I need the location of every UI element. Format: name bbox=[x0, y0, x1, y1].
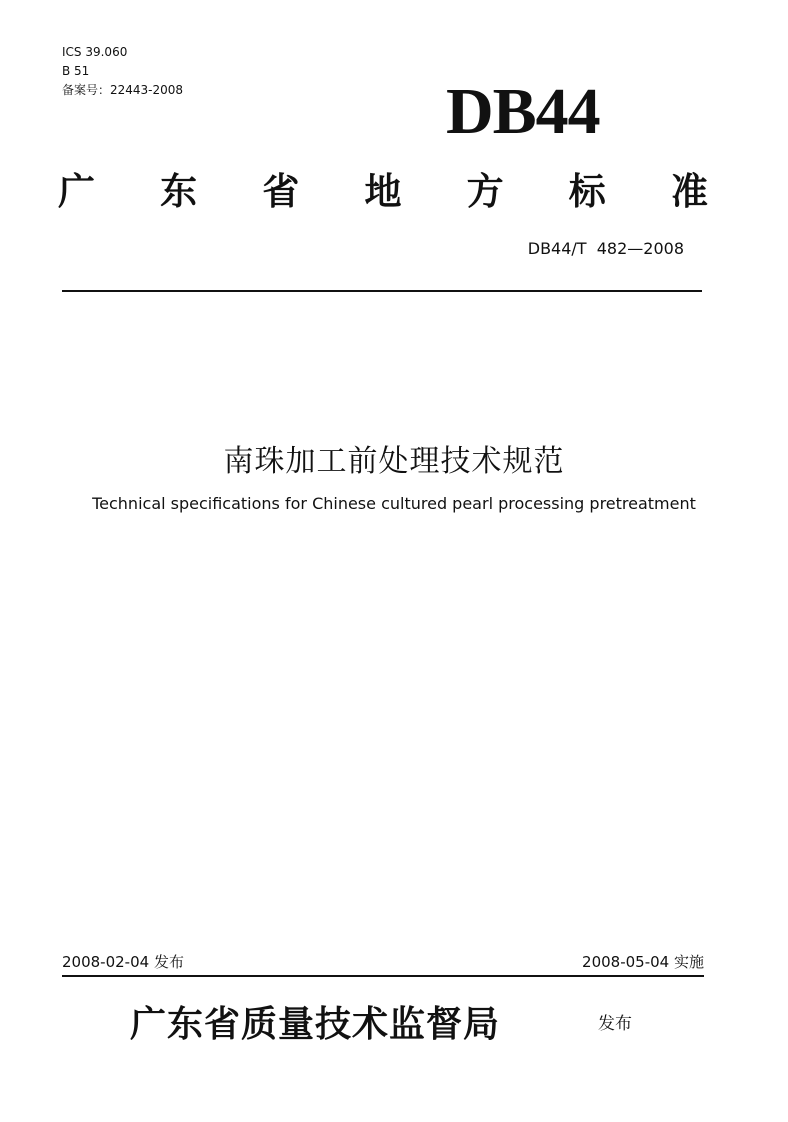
db44-logo: DB44 bbox=[446, 75, 600, 148]
standard-code: DB44/T 482—2008 bbox=[527, 239, 684, 258]
standard-type-char: 省 bbox=[262, 170, 300, 213]
publish-date: 2008-02-04 发布 bbox=[62, 953, 184, 971]
top-divider bbox=[62, 290, 702, 292]
standard-type-char: 方 bbox=[466, 170, 504, 213]
document-title-en: Technical specifications for Chinese cultured pearl processing pretreatment bbox=[92, 494, 696, 513]
document-title-cn: 南珠加工前处理技术规范 bbox=[223, 444, 565, 479]
bottom-divider bbox=[62, 975, 704, 977]
standard-type-char: 东 bbox=[160, 170, 198, 213]
issue-label: 发布 bbox=[598, 1014, 632, 1034]
standard-type-char: 标 bbox=[568, 170, 606, 213]
standard-type-char: 广 bbox=[58, 170, 95, 213]
record-number: 备案号：22443-2008 bbox=[62, 83, 184, 97]
standard-type-char: 准 bbox=[670, 170, 708, 213]
standard-type-char: 地 bbox=[364, 170, 402, 213]
ccs-code: B 51 bbox=[62, 64, 90, 78]
issuing-authority: 广东省质量技术监督局 bbox=[130, 1003, 501, 1045]
standard-type-title bbox=[58, 164, 708, 212]
implement-date: 2008-05-04 实施 bbox=[582, 953, 704, 971]
ics-code: ICS 39.060 bbox=[62, 45, 128, 59]
